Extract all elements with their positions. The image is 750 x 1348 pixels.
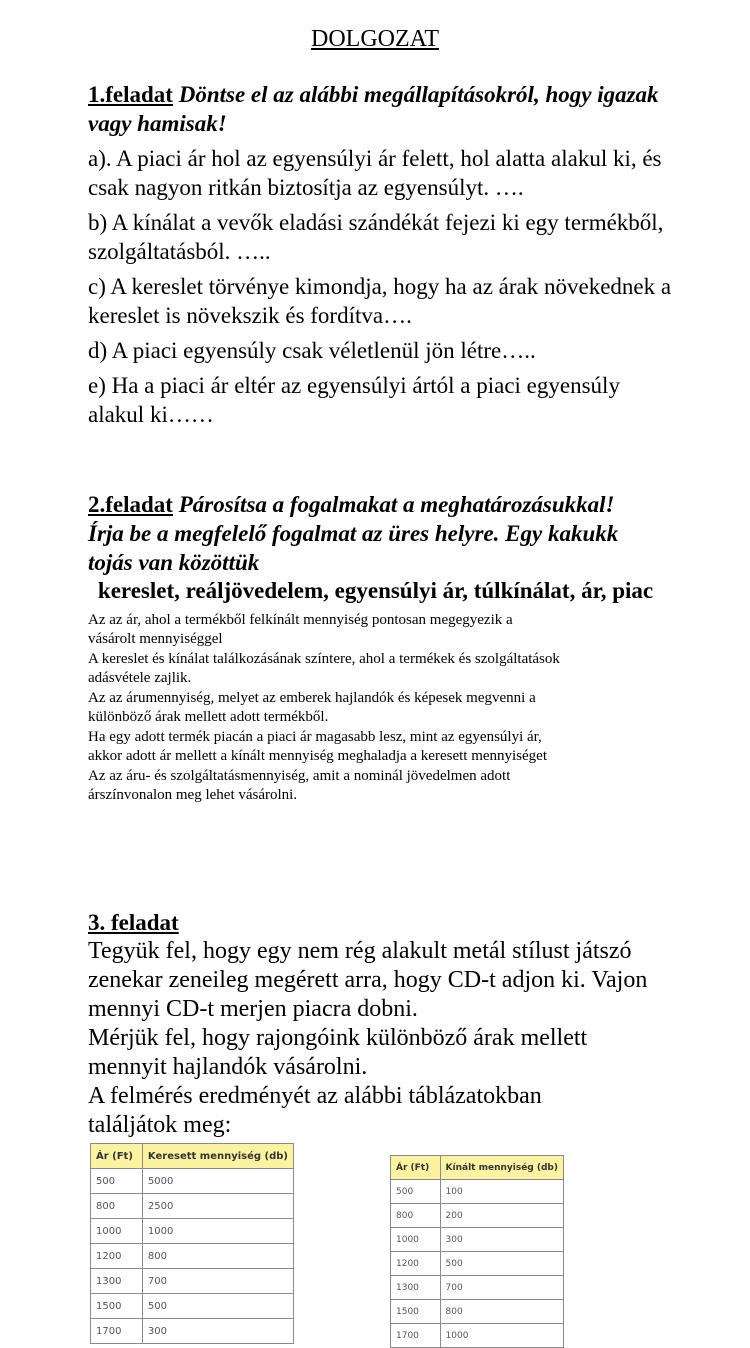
statement-c: c) A kereslet törvénye kimondja, hogy ha az árak növekednek a kereslet is növekszik és fordítva…. xyxy=(88,274,672,328)
statement-e: e) Ha a piaci ár eltér az egyensúlyi ártól a piaci egyensúly alakul ki…… xyxy=(88,373,620,427)
quantity-cell: 2500 xyxy=(142,1194,293,1219)
supply-table xyxy=(390,1155,564,1348)
table-row xyxy=(91,1219,294,1244)
task2-term-list: kereslet, reáljövedelem, egyensúlyi ár, túlkínálat, ár, piac xyxy=(97,578,654,603)
price-cell: 1700 xyxy=(391,1324,441,1348)
table-row xyxy=(391,1324,564,1348)
definition-4: Ha egy adott termék piacán a piaci ár magasabb lesz, mint az egyensúlyi ár, akkor adott ár mellett a kínált mennyiség meghaladja a keresett mennyiséget xyxy=(88,729,548,764)
price-cell: 1200 xyxy=(91,1244,143,1269)
demand-table-header xyxy=(91,1144,294,1169)
quantity-cell: 300 xyxy=(142,1319,293,1344)
definition-3: Az az árumennyiség, melyet az emberek hajlandók és képesek megvenni a különböző árak mellett adott termékből. xyxy=(88,690,536,725)
quantity-cell: 300 xyxy=(440,1228,563,1252)
quantity-cell: 200 xyxy=(440,1204,563,1228)
table-row xyxy=(91,1269,294,1294)
quantity-cell: 100 xyxy=(440,1180,563,1204)
task2-instruction: Párosítsa a fogalmakat a meghatározásukkal! Írja be a megfelelő fogalmat az üres helyre. Egy kakukk tojás van közöttük xyxy=(88,492,619,575)
definition-2: A kereslet és kínálat találkozásának színtere, ahol a termékek és szolgáltatások adásvétele zajlik. xyxy=(88,651,560,686)
task2-definitions xyxy=(88,611,678,805)
supply-table-header xyxy=(391,1156,564,1180)
quantity-cell: 800 xyxy=(142,1244,293,1269)
table-row xyxy=(91,1169,294,1194)
supply-header-price: Ár (Ft) xyxy=(391,1156,441,1180)
table-row xyxy=(391,1204,564,1228)
table-row xyxy=(91,1244,294,1269)
task1-number: 1.feladat xyxy=(88,82,173,107)
quantity-cell: 800 xyxy=(440,1300,563,1324)
quantity-cell: 700 xyxy=(142,1269,293,1294)
document-title: DOLGOZAT xyxy=(311,26,439,52)
task1-instruction: Döntse el az alábbi megállapításokról, hogy igazak vagy hamisak! xyxy=(88,82,659,136)
table-row xyxy=(91,1319,294,1344)
table-row xyxy=(91,1194,294,1219)
statement-b: b) A kínálat a vevők eladási szándékát fejezi ki egy termékből, szolgáltatásból. ….. xyxy=(88,210,664,264)
price-cell: 800 xyxy=(91,1194,143,1219)
price-cell: 1300 xyxy=(391,1276,441,1300)
task1-statements xyxy=(88,144,678,429)
task1-section xyxy=(88,80,678,429)
price-cell: 1500 xyxy=(91,1294,143,1319)
quantity-cell: 5000 xyxy=(142,1169,293,1194)
supply-header-quantity: Kínált mennyiség (db) xyxy=(440,1156,563,1180)
table-row xyxy=(391,1300,564,1324)
price-cell: 1500 xyxy=(391,1300,441,1324)
demand-header-price: Ár (Ft) xyxy=(91,1144,143,1169)
table-row xyxy=(391,1180,564,1204)
task3-paragraph-3: A felmérés eredményét az alábbi táblázatokban találjátok meg: xyxy=(88,1083,542,1138)
demand-table xyxy=(90,1143,294,1344)
task2-section xyxy=(88,490,678,805)
task3-section xyxy=(88,908,678,1140)
price-cell: 1000 xyxy=(91,1219,143,1244)
statement-d: d) A piaci egyensúly csak véletlenül jön létre….. xyxy=(88,338,536,363)
statement-a: a). A piaci ár hol az egyensúlyi ár felett, hol alatta alakul ki, és csak nagyon ritkán biztosítja az egyensúlyt. …. xyxy=(88,146,662,200)
task2-heading xyxy=(88,490,648,577)
demand-header-quantity: Keresett mennyiség (db) xyxy=(142,1144,293,1169)
definition-1: Az az ár, ahol a termékből felkínált mennyiség pontosan megegyezik a vásárolt mennyiséggel xyxy=(88,612,513,647)
definition-5: Az az áru- és szolgáltatásmennyiség, amit a nominál jövedelmen adott árszínvonalon meg lehet vásárolni. xyxy=(88,768,511,803)
table-row xyxy=(391,1252,564,1276)
price-cell: 1300 xyxy=(91,1269,143,1294)
task2-number: 2.feladat xyxy=(88,492,173,517)
price-cell: 1000 xyxy=(391,1228,441,1252)
table-row xyxy=(391,1228,564,1252)
price-cell: 1700 xyxy=(91,1319,143,1344)
task3-paragraph-1: Tegyük fel, hogy egy nem rég alakult metál stílust játszó zenekar zeneileg megérett arra, hogy CD-t adjon ki. Vajon mennyi CD-t merjen piacra dobni. xyxy=(88,938,648,1022)
task3-heading: 3. feladat xyxy=(88,910,179,935)
quantity-cell: 1000 xyxy=(142,1219,293,1244)
quantity-cell: 700 xyxy=(440,1276,563,1300)
price-cell: 500 xyxy=(391,1180,441,1204)
task1-heading xyxy=(88,80,678,138)
price-cell: 1200 xyxy=(391,1252,441,1276)
table-row xyxy=(91,1294,294,1319)
quantity-cell: 1000 xyxy=(440,1324,563,1348)
quantity-cell: 500 xyxy=(440,1252,563,1276)
task3-paragraph-2: Mérjük fel, hogy rajongóink különböző árak mellett mennyit hajlandók vásárolni. xyxy=(88,1025,588,1080)
price-cell: 500 xyxy=(91,1169,143,1194)
quantity-cell: 500 xyxy=(142,1294,293,1319)
table-row xyxy=(391,1276,564,1300)
price-cell: 800 xyxy=(391,1204,441,1228)
